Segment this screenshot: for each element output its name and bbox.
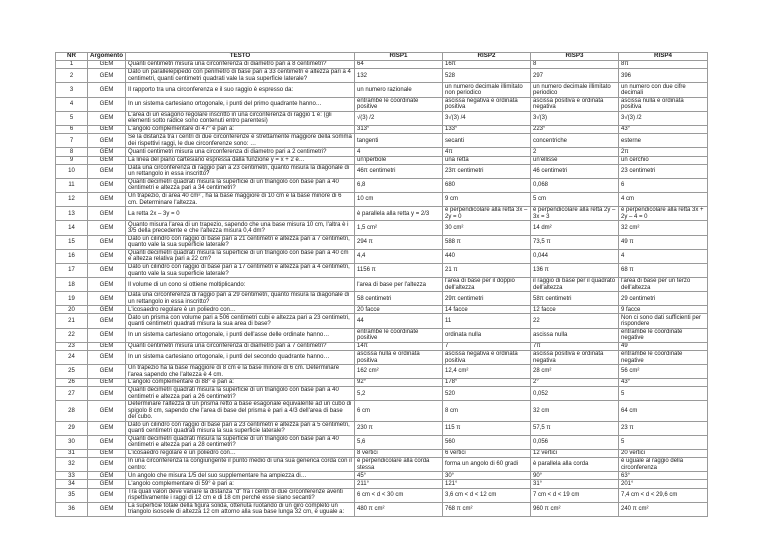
cell-risp1[interactable]: 1156 π xyxy=(355,264,443,278)
cell-nr[interactable]: 6 xyxy=(56,125,88,133)
cell-risp2[interactable]: 16π xyxy=(443,61,531,69)
cell-risp1[interactable]: 45° xyxy=(355,472,443,480)
cell-risp2[interactable]: 4π xyxy=(443,148,531,156)
cell-argomento[interactable]: GEM xyxy=(88,111,126,125)
cell-nr[interactable]: 4 xyxy=(56,97,88,111)
cell-testo[interactable]: In una circonferenza la congiungente il punto medio di una sua generica corda con il centro: xyxy=(126,458,355,472)
cell-nr[interactable]: 16 xyxy=(56,249,88,263)
cell-risp3[interactable]: 2 xyxy=(531,148,619,156)
table-row xyxy=(56,421,708,435)
cell-risp2[interactable]: 8 cm xyxy=(443,401,531,421)
cell-nr[interactable]: 36 xyxy=(56,502,88,516)
cell-risp3[interactable]: 73,5 π xyxy=(531,235,619,249)
cell-testo[interactable]: Il rapporto tra una circonferenza e il suo raggio è espresso da: xyxy=(126,83,355,97)
cell-argomento[interactable]: GEM xyxy=(88,83,126,97)
cell-risp3[interactable]: 0,068 xyxy=(531,178,619,192)
cell-risp4[interactable]: 49 xyxy=(619,342,708,350)
table-row xyxy=(56,97,708,111)
cell-argomento[interactable]: GEM xyxy=(88,458,126,472)
cell-nr[interactable]: 35 xyxy=(56,488,88,502)
cell-risp2[interactable]: ascissa negativa e ordinata positiva xyxy=(443,97,531,111)
cell-risp3[interactable]: è perpendicolare alla retta 2y – 3x = 3 xyxy=(531,207,619,221)
cell-risp4[interactable]: 43° xyxy=(619,125,708,133)
table-row xyxy=(56,207,708,221)
cell-nr[interactable]: 33 xyxy=(56,472,88,480)
cell-risp1[interactable]: è parallela alla retta y = 2/3 xyxy=(355,207,443,221)
cell-nr[interactable]: 25 xyxy=(56,365,88,379)
cell-risp2[interactable]: 11 xyxy=(443,314,531,328)
cell-argomento[interactable]: GEM xyxy=(88,387,126,401)
cell-risp1[interactable]: 4,4 xyxy=(355,249,443,263)
cell-risp4[interactable]: entrambe le coordinate negative xyxy=(619,350,708,364)
cell-argomento[interactable]: GEM xyxy=(88,207,126,221)
cell-risp2[interactable]: ordinata nulla xyxy=(443,328,531,342)
cell-risp1[interactable]: entrambe le coordinate positive xyxy=(355,328,443,342)
header-risp2[interactable]: RISP2 xyxy=(443,53,531,61)
cell-argomento[interactable]: GEM xyxy=(88,69,126,83)
cell-risp1[interactable]: 10 cm xyxy=(355,193,443,207)
cell-nr[interactable]: 14 xyxy=(56,221,88,235)
cell-nr[interactable]: 21 xyxy=(56,314,88,328)
cell-nr[interactable]: 32 xyxy=(56,458,88,472)
cell-risp1[interactable]: 92° xyxy=(355,378,443,386)
cell-testo[interactable]: L'icosaedro regolare è un poliedro con… xyxy=(126,306,355,314)
cell-risp2[interactable]: 588 π xyxy=(443,235,531,249)
cell-risp1[interactable]: 294 π xyxy=(355,235,443,249)
cell-nr[interactable]: 27 xyxy=(56,387,88,401)
cell-risp2[interactable]: è perpendicolare alla retta 3x – 2y = 0 xyxy=(443,207,531,221)
cell-testo[interactable]: Tra quali valori deve variare la distanza "d" fra i centri di due circonferenze aventi rispettivamente i raggi di 12 cm e di 18 cm perché esse siano secanti? xyxy=(126,488,355,502)
cell-testo[interactable]: Quanti centimetri misura una circonferenza di diametro pari a 8 centimetri? xyxy=(126,61,355,69)
cell-risp1[interactable]: 313° xyxy=(355,125,443,133)
cell-risp2[interactable]: 178° xyxy=(443,378,531,386)
cell-testo[interactable]: Un trapezio, di area 40 cm² , ha la base maggiore di 10 cm e la base minore di 6 cm. Determinare l'altezza. xyxy=(126,193,355,207)
cell-argomento[interactable]: GEM xyxy=(88,148,126,156)
cell-risp4[interactable]: 4 xyxy=(619,249,708,263)
table-row xyxy=(56,148,708,156)
cell-risp3[interactable]: 0,056 xyxy=(531,435,619,449)
cell-testo[interactable]: Quanti centimetri misura una circonferenza di diametro pari a 7 centimetri? xyxy=(126,342,355,350)
cell-risp3[interactable]: 28 cm² xyxy=(531,365,619,379)
cell-testo[interactable]: Dato un cilindro con raggio di base pari a 23 centimetri e altezza pari a 5 centimetri, quanti centimetri quadrati misura la sua superficie laterale? xyxy=(126,421,355,435)
cell-testo[interactable]: La linea del piano cartesiano espressa dalla funzione y = x + 2 è… xyxy=(126,156,355,164)
cell-risp4[interactable]: è perpendicolare alla retta 3x + 2y – 4 = 0 xyxy=(619,207,708,221)
table-row xyxy=(56,235,708,249)
cell-risp4[interactable]: l'area di base per un terzo dell'altezza xyxy=(619,278,708,292)
cell-argomento[interactable]: GEM xyxy=(88,421,126,435)
cell-argomento[interactable]: GEM xyxy=(88,314,126,328)
table-row xyxy=(56,378,708,386)
cell-risp4[interactable]: 6 xyxy=(619,178,708,192)
cell-nr[interactable]: 17 xyxy=(56,264,88,278)
cell-testo[interactable]: Determinare l'altezza di un prisma retto a base esagonale equivalente ad un cubo di spigolo 8 cm, sapendo che l'area di base del prisma è pari a 4/3 dell'area di base del cubo. xyxy=(126,401,355,421)
cell-argomento[interactable]: GEM xyxy=(88,235,126,249)
table-row xyxy=(56,488,708,502)
cell-risp2[interactable]: 23π centimetri xyxy=(443,164,531,178)
cell-nr[interactable]: 30 xyxy=(56,435,88,449)
cell-testo[interactable]: In un sistema cartesiano ortogonale, i punti del primo quadrante hanno… xyxy=(126,97,355,111)
cell-risp3[interactable]: 3√(3) xyxy=(531,111,619,125)
cell-risp4[interactable]: 4 cm xyxy=(619,193,708,207)
cell-nr[interactable]: 19 xyxy=(56,292,88,306)
cell-nr[interactable]: 3 xyxy=(56,83,88,97)
cell-argomento[interactable]: GEM xyxy=(88,178,126,192)
cell-risp3[interactable]: 12 vertici xyxy=(531,449,619,457)
cell-argomento[interactable]: GEM xyxy=(88,156,126,164)
cell-risp2[interactable]: 680 xyxy=(443,178,531,192)
cell-risp3[interactable]: ascissa nulla xyxy=(531,328,619,342)
cell-argomento[interactable]: GEM xyxy=(88,193,126,207)
cell-testo[interactable]: Quanti centimetri misura una circonferenza di diametro pari a 2 centimetri? xyxy=(126,148,355,156)
cell-risp4[interactable]: 32 cm² xyxy=(619,221,708,235)
cell-risp3[interactable]: 8 xyxy=(531,61,619,69)
cell-risp1[interactable]: 8 vertici xyxy=(355,449,443,457)
table-row xyxy=(56,193,708,207)
cell-nr[interactable]: 26 xyxy=(56,378,88,386)
table-row xyxy=(56,502,708,516)
table-row xyxy=(56,134,708,148)
cell-risp3[interactable]: 960 π cm² xyxy=(531,502,619,516)
table-row xyxy=(56,292,708,306)
cell-testo[interactable]: Se la distanza tra i centri di due circonferenze è strettamente maggiore della somma dei rispettivi raggi, le due circonferenze sono: … xyxy=(126,134,355,148)
cell-nr[interactable]: 29 xyxy=(56,421,88,435)
cell-argomento[interactable]: GEM xyxy=(88,292,126,306)
cell-risp3[interactable]: un numero decimale illimitato periodico xyxy=(531,83,619,97)
cell-risp4[interactable]: 23 centimetri xyxy=(619,164,708,178)
cell-risp4[interactable]: è uguale al raggio della circonferenza xyxy=(619,458,708,472)
table-row xyxy=(56,83,708,97)
cell-argomento[interactable]: GEM xyxy=(88,278,126,292)
cell-argomento[interactable]: GEM xyxy=(88,350,126,364)
cell-risp4[interactable]: 7,4 cm < d < 29,6 cm xyxy=(619,488,708,502)
cell-risp2[interactable]: 6 vertici xyxy=(443,449,531,457)
cell-nr[interactable]: 1 xyxy=(56,61,88,69)
cell-risp1[interactable]: tangenti xyxy=(355,134,443,148)
cell-argomento[interactable]: GEM xyxy=(88,221,126,235)
cell-risp2[interactable]: 133° xyxy=(443,125,531,133)
header-risp4[interactable]: RISP4 xyxy=(619,53,708,61)
cell-argomento[interactable]: GEM xyxy=(88,164,126,178)
table-row xyxy=(56,387,708,401)
cell-risp3[interactable]: 32 cm xyxy=(531,401,619,421)
cell-argomento[interactable]: GEM xyxy=(88,449,126,457)
header-row xyxy=(56,53,708,61)
cell-risp2[interactable]: 3√(3) /4 xyxy=(443,111,531,125)
cell-risp3[interactable]: 46 centimetri xyxy=(531,164,619,178)
cell-risp4[interactable]: 29 centimetri xyxy=(619,292,708,306)
cell-risp2[interactable]: ascissa negativa e ordinata positiva xyxy=(443,350,531,364)
cell-risp2[interactable]: 21 π xyxy=(443,264,531,278)
cell-risp4[interactable]: 5 xyxy=(619,387,708,401)
cell-testo[interactable]: In un sistema cartesiano ortogonale, i punti del secondo quadrante hanno… xyxy=(126,350,355,364)
cell-testo[interactable]: Quanti decimetri quadrati misura la superficie di un triangolo con base pari a 40 cm e altezza relativa pari a 22 cm? xyxy=(126,249,355,263)
cell-argomento[interactable]: GEM xyxy=(88,97,126,111)
cell-risp3[interactable]: 12 facce xyxy=(531,306,619,314)
cell-argomento[interactable]: GEM xyxy=(88,365,126,379)
cell-risp3[interactable]: 31° xyxy=(531,480,619,488)
cell-risp4[interactable]: 201° xyxy=(619,480,708,488)
cell-testo[interactable]: L'area di un esagono regolare inscritto in una circonferenza di raggio 1 è: (gli elementi sotto radice sono contenuti entro parentesi) xyxy=(126,111,355,125)
header-nr[interactable]: NR xyxy=(56,53,88,61)
cell-risp2[interactable]: 12,4 cm² xyxy=(443,365,531,379)
cell-risp4[interactable]: Non ci sono dati sufficienti per rispondere xyxy=(619,314,708,328)
table-row xyxy=(56,164,708,178)
cell-risp4[interactable]: 68 π xyxy=(619,264,708,278)
table-row xyxy=(56,449,708,457)
cell-testo[interactable]: Dato un prisma con volume pari a 506 centimetri cubi e altezza pari a 23 centimetri, quanti centimetri quadrati misura la sua area di base? xyxy=(126,314,355,328)
cell-risp2[interactable]: una retta xyxy=(443,156,531,164)
cell-nr[interactable]: 5 xyxy=(56,111,88,125)
cell-risp4[interactable]: 5 xyxy=(619,435,708,449)
cell-risp3[interactable]: 57,5 π xyxy=(531,421,619,435)
cell-nr[interactable]: 31 xyxy=(56,449,88,457)
cell-nr[interactable]: 2 xyxy=(56,69,88,83)
cell-risp1[interactable]: 230 π xyxy=(355,421,443,435)
cell-nr[interactable]: 9 xyxy=(56,156,88,164)
cell-risp4[interactable]: un numero con due cifre decimali xyxy=(619,83,708,97)
cell-argomento[interactable]: GEM xyxy=(88,342,126,350)
cell-risp2[interactable]: 440 xyxy=(443,249,531,263)
table-row xyxy=(56,178,708,192)
cell-risp3[interactable]: 297 xyxy=(531,69,619,83)
cell-testo[interactable]: L'icosaedro regolare è un poliedro con… xyxy=(126,449,355,457)
cell-risp1[interactable]: 162 cm² xyxy=(355,365,443,379)
table-row xyxy=(56,472,708,480)
cell-risp1[interactable]: entrambe le coordinate positive xyxy=(355,97,443,111)
cell-risp3[interactable]: 7 cm < d < 19 cm xyxy=(531,488,619,502)
cell-nr[interactable]: 12 xyxy=(56,193,88,207)
cell-risp2[interactable]: forma un angolo di 60 gradi xyxy=(443,458,531,472)
table-row xyxy=(56,480,708,488)
table-row xyxy=(56,314,708,328)
table-body xyxy=(56,61,708,517)
header-testo[interactable]: TESTO xyxy=(126,53,355,61)
cell-argomento[interactable]: GEM xyxy=(88,249,126,263)
cell-risp3[interactable]: è parallela alla corda xyxy=(531,458,619,472)
cell-nr[interactable]: 7 xyxy=(56,134,88,148)
header-risp3[interactable]: RISP3 xyxy=(531,53,619,61)
cell-argomento[interactable]: GEM xyxy=(88,125,126,133)
cell-testo[interactable]: Un angolo che misura 1/5 del suo supplementare ha ampiezza di… xyxy=(126,472,355,480)
table-row xyxy=(56,350,708,364)
cell-risp4[interactable]: 43° xyxy=(619,378,708,386)
table-row xyxy=(56,249,708,263)
cell-argomento[interactable]: GEM xyxy=(88,502,126,516)
cell-risp4[interactable]: 8π xyxy=(619,61,708,69)
cell-risp3[interactable]: ascissa positiva e ordinata negativa xyxy=(531,97,619,111)
cell-risp3[interactable]: 136 π xyxy=(531,264,619,278)
table-row xyxy=(56,156,708,164)
cell-risp1[interactable]: 5,2 xyxy=(355,387,443,401)
cell-testo[interactable]: L'angolo complementare di 88° è pari a: xyxy=(126,378,355,386)
cell-risp4[interactable]: 23 π xyxy=(619,421,708,435)
table-row xyxy=(56,264,708,278)
cell-risp2[interactable]: 29π centimetri xyxy=(443,292,531,306)
cell-risp3[interactable]: 90° xyxy=(531,472,619,480)
cell-testo[interactable]: Dato un cilindro con raggio di base pari a 21 centimetri e altezza pari a 7 centimetri, quanto vale la sua superficie laterale? xyxy=(126,235,355,249)
cell-testo[interactable]: Data una circonferenza di raggio pari a 29 centimetri, quanto misura la diagonale di un rettangolo in essa inscritto? xyxy=(126,292,355,306)
cell-nr[interactable]: 18 xyxy=(56,278,88,292)
table-row xyxy=(56,435,708,449)
cell-testo[interactable]: Il volume di un cono si ottiene moltiplicando: xyxy=(126,278,355,292)
cell-risp2[interactable]: 768 π cm² xyxy=(443,502,531,516)
cell-testo[interactable]: Dato un parallelepipedo con perimetro di base pari a 33 centimetri e altezza pari a 4 centimetri, quanti centimetri quadrati vale la sua superficie laterale? xyxy=(126,69,355,83)
cell-risp1[interactable]: un'iperbole xyxy=(355,156,443,164)
cell-nr[interactable]: 23 xyxy=(56,342,88,350)
cell-risp1[interactable]: 6 cm < d < 30 cm xyxy=(355,488,443,502)
cell-nr[interactable]: 13 xyxy=(56,207,88,221)
cell-risp3[interactable]: 22 xyxy=(531,314,619,328)
spreadsheet xyxy=(55,52,708,517)
cell-risp3[interactable]: 58π centimetri xyxy=(531,292,619,306)
cell-testo[interactable]: La superficie totale della figura solida, ottenuta ruotando di un giro completo un triangolo isoscele di altezza 12 cm attorno alla sua base lunga 32 cm, è uguale a: xyxy=(126,502,355,516)
cell-nr[interactable]: 10 xyxy=(56,164,88,178)
cell-risp2[interactable]: 30 cm² xyxy=(443,221,531,235)
cell-testo[interactable]: L'angolo complementare di 47° è pari a: xyxy=(126,125,355,133)
cell-risp2[interactable]: 9 cm xyxy=(443,193,531,207)
cell-risp3[interactable]: un'ellisse xyxy=(531,156,619,164)
cell-risp1[interactable]: 1,5 cm² xyxy=(355,221,443,235)
cell-risp1[interactable]: ascissa nulla e ordinata positiva xyxy=(355,350,443,364)
cell-risp3[interactable]: 0,052 xyxy=(531,387,619,401)
cell-risp1[interactable]: l'area di base per l'altezza xyxy=(355,278,443,292)
cell-nr[interactable]: 15 xyxy=(56,235,88,249)
cell-risp1[interactable]: 20 facce xyxy=(355,306,443,314)
cell-risp1[interactable]: 211° xyxy=(355,480,443,488)
cell-risp4[interactable]: 63° xyxy=(619,472,708,480)
cell-risp3[interactable]: 223° xyxy=(531,125,619,133)
cell-risp2[interactable]: 121° xyxy=(443,480,531,488)
cell-nr[interactable]: 22 xyxy=(56,328,88,342)
cell-argomento[interactable]: GEM xyxy=(88,488,126,502)
questions-table xyxy=(55,52,708,517)
cell-argomento[interactable]: GEM xyxy=(88,378,126,386)
cell-risp1[interactable]: 5,6 xyxy=(355,435,443,449)
table-row xyxy=(56,125,708,133)
cell-risp1[interactable]: √(3) /2 xyxy=(355,111,443,125)
table-row xyxy=(56,61,708,69)
cell-risp1[interactable]: 132 xyxy=(355,69,443,83)
cell-testo[interactable]: Quanti decimetri quadrati misura la superficie di un triangolo con base pari a 40 centimetri e altezza pari a 26 centimetri? xyxy=(126,387,355,401)
cell-risp2[interactable]: 14 facce xyxy=(443,306,531,314)
cell-risp2[interactable]: 7 xyxy=(443,342,531,350)
table-row xyxy=(56,221,708,235)
cell-risp4[interactable]: esterne xyxy=(619,134,708,148)
cell-risp2[interactable]: 520 xyxy=(443,387,531,401)
cell-risp1[interactable]: 46π centimetri xyxy=(355,164,443,178)
cell-argomento[interactable]: GEM xyxy=(88,306,126,314)
cell-testo[interactable]: Data una circonferenza di raggio pari a 23 centimetri, quanto misura la diagonale di un rettangolo in essa inscritto? xyxy=(126,164,355,178)
cell-risp1[interactable]: 44 xyxy=(355,314,443,328)
cell-risp1[interactable]: un numero razionale xyxy=(355,83,443,97)
cell-risp4[interactable]: 3√(3) /2 xyxy=(619,111,708,125)
cell-testo[interactable]: Quanti decimetri quadrati misura la superficie di un triangolo con base pari a 40 centimetri e altezza pari a 34 centimetri? xyxy=(126,178,355,192)
cell-risp1[interactable]: è perpendicolare alla corda stessa xyxy=(355,458,443,472)
cell-risp1[interactable]: 480 π cm² xyxy=(355,502,443,516)
cell-risp3[interactable]: concentriche xyxy=(531,134,619,148)
table-row xyxy=(56,401,708,421)
cell-risp1[interactable]: 6,8 xyxy=(355,178,443,192)
cell-risp3[interactable]: 2° xyxy=(531,378,619,386)
table-row xyxy=(56,69,708,83)
cell-risp1[interactable]: 6 cm xyxy=(355,401,443,421)
cell-risp4[interactable]: entrambe le coordinate negative xyxy=(619,328,708,342)
cell-risp2[interactable]: l'area di base per il doppio dell'altezza xyxy=(443,278,531,292)
cell-risp4[interactable]: un cerchio xyxy=(619,156,708,164)
cell-risp2[interactable]: 30° xyxy=(443,472,531,480)
table-row xyxy=(56,306,708,314)
cell-risp3[interactable]: il raggio di base per il quadrato dell'altezza xyxy=(531,278,619,292)
cell-risp1[interactable]: 58 centimetri xyxy=(355,292,443,306)
cell-nr[interactable]: 20 xyxy=(56,306,88,314)
cell-risp4[interactable]: 240 π cm² xyxy=(619,502,708,516)
cell-risp4[interactable]: 20 vertici xyxy=(619,449,708,457)
cell-argomento[interactable]: GEM xyxy=(88,61,126,69)
cell-risp4[interactable]: 2π xyxy=(619,148,708,156)
cell-nr[interactable]: 28 xyxy=(56,401,88,421)
table-row xyxy=(56,458,708,472)
header-risp1[interactable]: RISP1 xyxy=(355,53,443,61)
cell-risp4[interactable]: ascissa nulla e ordinata positiva xyxy=(619,97,708,111)
cell-argomento[interactable]: GEM xyxy=(88,328,126,342)
cell-risp2[interactable]: 115 π xyxy=(443,421,531,435)
cell-risp3[interactable]: 7π xyxy=(531,342,619,350)
cell-argomento[interactable]: GEM xyxy=(88,134,126,148)
cell-risp2[interactable]: un numero decimale illimitato non periodico xyxy=(443,83,531,97)
cell-argomento[interactable]: GEM xyxy=(88,472,126,480)
cell-risp1[interactable]: 14π xyxy=(355,342,443,350)
cell-testo[interactable]: Dato un cilindro con raggio di base pari a 17 centimetri e altezza pari a 4 centimetri, quanto vale la sua superficie laterale? xyxy=(126,264,355,278)
table-row xyxy=(56,111,708,125)
cell-risp4[interactable]: 56 cm² xyxy=(619,365,708,379)
cell-risp1[interactable]: 64 xyxy=(355,61,443,69)
cell-risp4[interactable]: 9 facce xyxy=(619,306,708,314)
cell-nr[interactable]: 8 xyxy=(56,148,88,156)
cell-nr[interactable]: 11 xyxy=(56,178,88,192)
cell-argomento[interactable]: GEM xyxy=(88,264,126,278)
cell-risp2[interactable]: 3,6 cm < d < 12 cm xyxy=(443,488,531,502)
table-row xyxy=(56,342,708,350)
cell-risp3[interactable]: 0,044 xyxy=(531,249,619,263)
cell-argomento[interactable]: GEM xyxy=(88,435,126,449)
cell-risp4[interactable]: 396 xyxy=(619,69,708,83)
cell-risp3[interactable]: 5 cm xyxy=(531,193,619,207)
cell-testo[interactable]: Quanto misura l'area di un trapezio, sapendo che una base misura 10 cm, l'altra è i 3/5 della precedente e che l'altezza misura 0,4 dm? xyxy=(126,221,355,235)
table-row xyxy=(56,278,708,292)
cell-risp4[interactable]: 49 π xyxy=(619,235,708,249)
cell-risp4[interactable]: 64 cm xyxy=(619,401,708,421)
cell-risp2[interactable]: secanti xyxy=(443,134,531,148)
cell-argomento[interactable]: GEM xyxy=(88,401,126,421)
table-row xyxy=(56,328,708,342)
cell-risp2[interactable]: 560 xyxy=(443,435,531,449)
cell-testo[interactable]: Quanti decimetri quadrati misura la superficie di un triangolo con base pari a 40 centimetri e altezza pari a 28 centimetri? xyxy=(126,435,355,449)
cell-testo[interactable]: Un trapezio ha la base maggiore di 8 cm e la base minore di 6 cm. Determinare l'area sapendo che l'altezza è 4 cm. xyxy=(126,365,355,379)
cell-nr[interactable]: 24 xyxy=(56,350,88,364)
cell-argomento[interactable]: GEM xyxy=(88,480,126,488)
cell-testo[interactable]: La retta 2x – 3y = 0 xyxy=(126,207,355,221)
cell-risp3[interactable]: 14 dm² xyxy=(531,221,619,235)
cell-risp1[interactable]: 4 xyxy=(355,148,443,156)
cell-testo[interactable]: In un sistema cartesiano ortogonale, i punti dell'asse delle ordinate hanno… xyxy=(126,328,355,342)
cell-nr[interactable]: 34 xyxy=(56,480,88,488)
header-argomento[interactable]: Argomento xyxy=(88,53,126,61)
cell-testo[interactable]: L'angolo complementare di 59° è pari a: xyxy=(126,480,355,488)
table-row xyxy=(56,365,708,379)
cell-risp2[interactable]: 528 xyxy=(443,69,531,83)
cell-risp3[interactable]: ascissa positiva e ordinata negativa xyxy=(531,350,619,364)
